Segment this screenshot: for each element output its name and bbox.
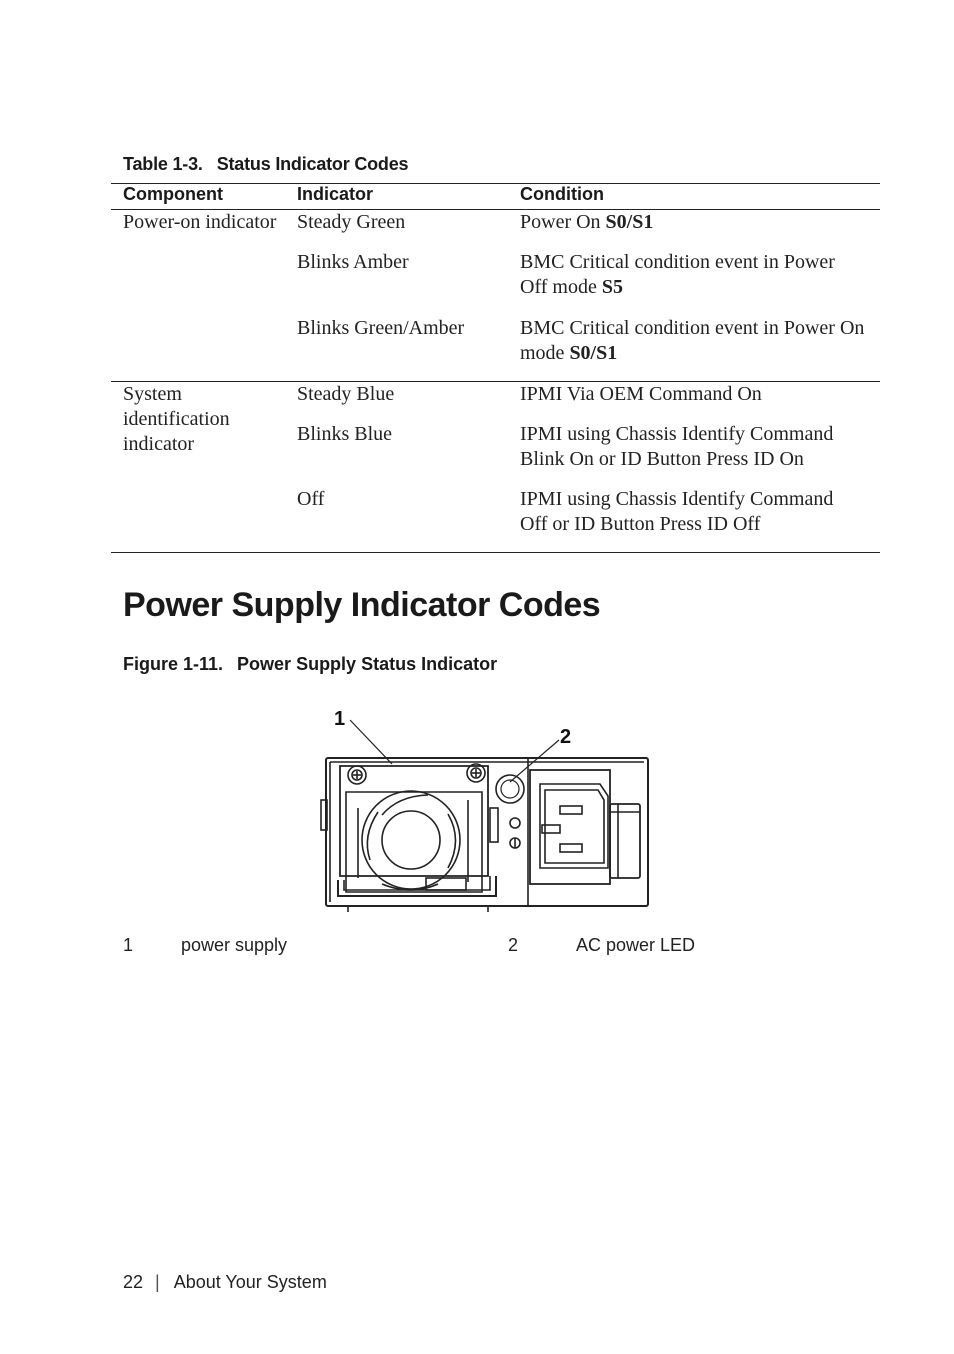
table-bottom-rule [111,552,880,553]
legend-number: 2 [508,935,519,955]
indicator-cell: Blinks Amber [297,251,409,273]
page-number: 22 [123,1272,144,1292]
legend-label: AC power LED [576,935,696,955]
header-condition: Condition [520,184,604,204]
condition-cell: Power On S0/S1 [520,211,654,233]
condition-cell: IPMI using Chassis Identify Command Blink On or ID Button Press ID On [520,423,834,470]
legend-label: power supply [181,935,288,955]
power-state-code: S0/S1 [569,342,618,364]
footer-separator: | [155,1272,160,1292]
callout-1: 1 [334,708,346,730]
fan-icon [362,791,460,889]
table-caption [123,154,408,175]
release-latch [610,804,640,878]
figure-caption-number: Figure 1-11. [123,654,224,674]
indicator-cell: Off [297,488,325,510]
indicator-cell: Blinks Blue [297,423,393,445]
legend-number: 1 [123,935,134,955]
condition-cell: IPMI using Chassis Identify Command Off or ID Button Press ID Off [520,488,834,535]
table-caption-title: Status Indicator Codes [216,154,409,174]
leader-line-2 [510,740,559,782]
power-state-code: S0/S1 [605,211,654,233]
section-title: Power Supply Indicator Codes [123,586,601,624]
table-top-rule [111,183,880,184]
indicator-cell: Blinks Green/Amber [297,317,465,339]
ac-power-led [496,775,524,803]
page-footer [123,1272,327,1293]
condition-cell: IPMI Via OEM Command On [520,383,762,405]
header-component: Component [123,184,223,204]
condition-cell: BMC Critical condition event in Power On mode S0/S1 [520,317,865,364]
header-indicator: Indicator [297,184,374,204]
callout-2: 2 [560,726,572,748]
figure-caption-title: Power Supply Status Indicator [237,654,498,674]
component-system-identification: System identification indicator [123,383,230,455]
power-supply-illustration [318,700,652,914]
power-state-code: S5 [601,276,623,298]
table-caption-number: Table 1-3. [123,154,203,174]
chapter-title: About Your System [173,1272,327,1292]
figure-caption [123,654,497,675]
component-power-on: Power-on indicator [123,211,277,233]
indicator-cell: Steady Green [297,211,406,233]
indicator-cell: Steady Blue [297,383,395,405]
condition-cell: BMC Critical condition event in Power Off mode S5 [520,251,835,298]
